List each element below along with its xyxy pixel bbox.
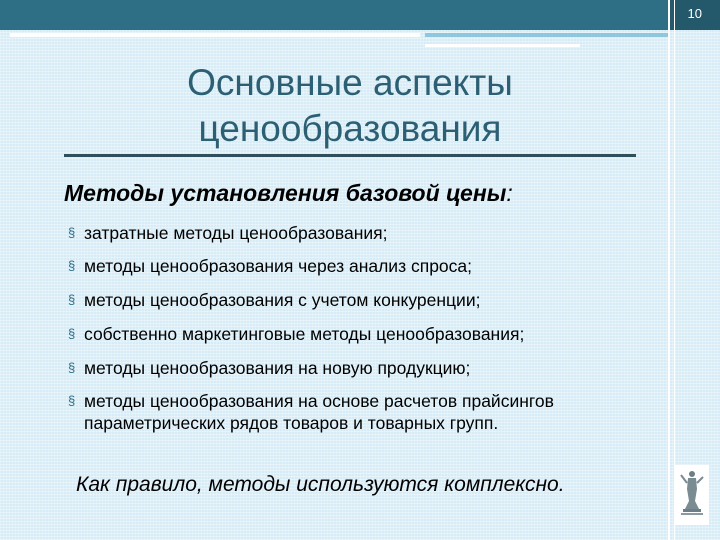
decor-strip [425, 33, 668, 37]
bullet-icon: § [68, 360, 76, 375]
title-line-2: ценообразования [198, 108, 502, 149]
list-item-label: методы ценообразования с учетом конкуренции; [84, 290, 481, 310]
decor-strip [425, 44, 580, 47]
list-item [68, 255, 678, 277]
page-number: 10 [687, 6, 702, 21]
summary-note: Как правило, методы используются комплексно. [76, 473, 565, 496]
university-logo-icon [675, 465, 709, 525]
slide-title [140, 60, 560, 152]
list-item [68, 357, 678, 379]
decor-strip [10, 33, 420, 37]
list-item-label: методы ценообразования через анализ спроса; [84, 256, 473, 276]
bullet-icon: § [68, 326, 76, 341]
title-underline [64, 154, 636, 157]
bullet-icon: § [68, 393, 76, 408]
bullet-icon: § [68, 225, 76, 240]
title-line-1: Основные аспекты [187, 62, 513, 103]
methods-list [68, 222, 678, 434]
list-item-label: собственно маркетинговые методы ценообразования; [84, 324, 525, 344]
list-item-label: затратные методы ценообразования; [84, 223, 388, 243]
list-item [68, 323, 678, 345]
list-item [68, 390, 678, 434]
bullet-icon: § [68, 258, 76, 273]
section-heading [64, 180, 513, 207]
section-heading-colon: : [506, 180, 513, 206]
section-heading-text: Методы установления базовой цены [64, 180, 507, 206]
bullet-icon: § [68, 292, 76, 307]
list-item [68, 289, 678, 311]
list-item-label: методы ценообразования на основе расчетов прайсингов параметрических рядов товаров и товарных групп. [84, 391, 554, 433]
list-item-label: методы ценообразования на новую продукцию; [84, 358, 471, 378]
list-item [68, 222, 678, 244]
top-bar [0, 0, 720, 30]
